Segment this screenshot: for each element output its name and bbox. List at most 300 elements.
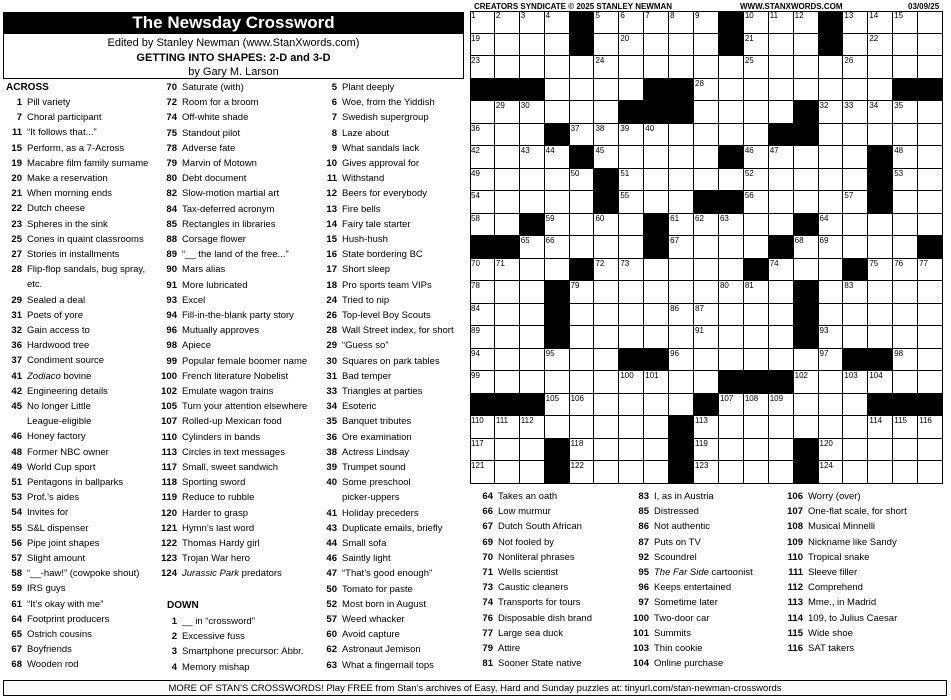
grid-cell[interactable] bbox=[794, 11, 819, 34]
grid-cell[interactable] bbox=[868, 214, 893, 237]
grid-cell[interactable] bbox=[545, 259, 570, 282]
grid-cell[interactable] bbox=[619, 371, 644, 394]
grid-cell[interactable] bbox=[594, 11, 619, 34]
grid-cell[interactable] bbox=[744, 304, 769, 327]
grid-cell[interactable] bbox=[694, 124, 719, 147]
grid-cell[interactable] bbox=[744, 191, 769, 214]
grid-cell[interactable] bbox=[619, 169, 644, 192]
grid-cell[interactable] bbox=[495, 281, 520, 304]
grid-cell[interactable] bbox=[570, 371, 595, 394]
grid-cell[interactable] bbox=[594, 236, 619, 259]
grid-cell[interactable] bbox=[495, 259, 520, 282]
grid-cell[interactable] bbox=[694, 214, 719, 237]
grid-cell[interactable] bbox=[918, 169, 943, 192]
grid-cell[interactable] bbox=[893, 281, 918, 304]
grid-cell[interactable] bbox=[719, 124, 744, 147]
grid-cell[interactable] bbox=[644, 304, 669, 327]
grid-cell[interactable] bbox=[470, 416, 495, 439]
grid-cell[interactable] bbox=[570, 304, 595, 327]
grid-cell[interactable] bbox=[794, 56, 819, 79]
grid-cell[interactable] bbox=[843, 416, 868, 439]
grid-cell[interactable] bbox=[669, 281, 694, 304]
grid-cell[interactable] bbox=[619, 439, 644, 462]
grid-cell[interactable] bbox=[694, 461, 719, 484]
grid-cell[interactable] bbox=[719, 259, 744, 282]
grid-cell[interactable] bbox=[893, 304, 918, 327]
grid-cell[interactable] bbox=[644, 439, 669, 462]
grid-cell[interactable] bbox=[570, 236, 595, 259]
grid-cell[interactable] bbox=[819, 79, 844, 102]
grid-cell[interactable] bbox=[570, 79, 595, 102]
grid-cell[interactable] bbox=[918, 259, 943, 282]
grid-cell[interactable] bbox=[619, 124, 644, 147]
grid-cell[interactable] bbox=[594, 214, 619, 237]
grid-cell[interactable] bbox=[868, 281, 893, 304]
grid-cell[interactable] bbox=[893, 11, 918, 34]
grid-cell[interactable] bbox=[819, 101, 844, 124]
grid-cell[interactable] bbox=[470, 56, 495, 79]
grid-cell[interactable] bbox=[594, 439, 619, 462]
crossword-grid[interactable] bbox=[470, 11, 943, 484]
grid-cell[interactable] bbox=[843, 326, 868, 349]
grid-cell[interactable] bbox=[669, 124, 694, 147]
grid-cell[interactable] bbox=[918, 304, 943, 327]
grid-cell[interactable] bbox=[843, 11, 868, 34]
grid-cell[interactable] bbox=[619, 416, 644, 439]
grid-cell[interactable] bbox=[744, 101, 769, 124]
grid-cell[interactable] bbox=[594, 349, 619, 372]
grid-cell[interactable] bbox=[520, 101, 545, 124]
grid-cell[interactable] bbox=[545, 236, 570, 259]
grid-cell[interactable] bbox=[819, 191, 844, 214]
grid-cell[interactable] bbox=[669, 304, 694, 327]
grid-cell[interactable] bbox=[918, 11, 943, 34]
grid-cell[interactable] bbox=[918, 461, 943, 484]
grid-cell[interactable] bbox=[470, 169, 495, 192]
grid-cell[interactable] bbox=[868, 101, 893, 124]
grid-cell[interactable] bbox=[594, 394, 619, 417]
grid-cell[interactable] bbox=[744, 146, 769, 169]
grid-cell[interactable] bbox=[520, 371, 545, 394]
grid-cell[interactable] bbox=[495, 461, 520, 484]
grid-cell[interactable] bbox=[843, 146, 868, 169]
grid-cell[interactable] bbox=[644, 169, 669, 192]
grid-cell[interactable] bbox=[893, 439, 918, 462]
grid-cell[interactable] bbox=[719, 101, 744, 124]
grid-cell[interactable] bbox=[868, 236, 893, 259]
grid-cell[interactable] bbox=[918, 56, 943, 79]
grid-cell[interactable] bbox=[744, 56, 769, 79]
grid-cell[interactable] bbox=[868, 11, 893, 34]
grid-cell[interactable] bbox=[470, 259, 495, 282]
grid-cell[interactable] bbox=[669, 259, 694, 282]
grid-cell[interactable] bbox=[694, 146, 719, 169]
grid-cell[interactable] bbox=[520, 191, 545, 214]
grid-cell[interactable] bbox=[644, 416, 669, 439]
grid-cell[interactable] bbox=[570, 394, 595, 417]
grid-cell[interactable] bbox=[843, 214, 868, 237]
grid-cell[interactable] bbox=[570, 191, 595, 214]
grid-cell[interactable] bbox=[669, 371, 694, 394]
grid-cell[interactable] bbox=[470, 349, 495, 372]
grid-cell[interactable] bbox=[744, 439, 769, 462]
grid-cell[interactable] bbox=[744, 416, 769, 439]
grid-cell[interactable] bbox=[495, 214, 520, 237]
grid-cell[interactable] bbox=[794, 79, 819, 102]
grid-cell[interactable] bbox=[619, 146, 644, 169]
grid-cell[interactable] bbox=[470, 439, 495, 462]
grid-cell[interactable] bbox=[744, 461, 769, 484]
grid-cell[interactable] bbox=[644, 56, 669, 79]
grid-cell[interactable] bbox=[520, 34, 545, 57]
grid-cell[interactable] bbox=[719, 439, 744, 462]
grid-cell[interactable] bbox=[570, 56, 595, 79]
grid-cell[interactable] bbox=[545, 416, 570, 439]
grid-cell[interactable] bbox=[495, 416, 520, 439]
grid-cell[interactable] bbox=[644, 191, 669, 214]
grid-cell[interactable] bbox=[769, 439, 794, 462]
grid-cell[interactable] bbox=[570, 169, 595, 192]
grid-cell[interactable] bbox=[644, 394, 669, 417]
grid-cell[interactable] bbox=[819, 416, 844, 439]
grid-cell[interactable] bbox=[619, 304, 644, 327]
grid-cell[interactable] bbox=[570, 124, 595, 147]
grid-cell[interactable] bbox=[619, 259, 644, 282]
grid-cell[interactable] bbox=[868, 371, 893, 394]
grid-cell[interactable] bbox=[694, 281, 719, 304]
grid-cell[interactable] bbox=[819, 169, 844, 192]
grid-cell[interactable] bbox=[694, 56, 719, 79]
grid-cell[interactable] bbox=[819, 281, 844, 304]
grid-cell[interactable] bbox=[843, 281, 868, 304]
grid-cell[interactable] bbox=[644, 461, 669, 484]
grid-cell[interactable] bbox=[619, 326, 644, 349]
grid-cell[interactable] bbox=[868, 304, 893, 327]
grid-cell[interactable] bbox=[719, 349, 744, 372]
grid-cell[interactable] bbox=[719, 236, 744, 259]
grid-cell[interactable] bbox=[495, 191, 520, 214]
grid-cell[interactable] bbox=[744, 79, 769, 102]
grid-cell[interactable] bbox=[819, 214, 844, 237]
grid-cell[interactable] bbox=[719, 416, 744, 439]
grid-cell[interactable] bbox=[819, 236, 844, 259]
grid-cell[interactable] bbox=[843, 236, 868, 259]
grid-cell[interactable] bbox=[495, 101, 520, 124]
grid-cell[interactable] bbox=[769, 416, 794, 439]
grid-cell[interactable] bbox=[694, 169, 719, 192]
grid-cell[interactable] bbox=[819, 461, 844, 484]
grid-cell[interactable] bbox=[545, 169, 570, 192]
grid-cell[interactable] bbox=[619, 394, 644, 417]
grid-cell[interactable] bbox=[819, 439, 844, 462]
grid-cell[interactable] bbox=[594, 371, 619, 394]
grid-cell[interactable] bbox=[744, 236, 769, 259]
grid-cell[interactable] bbox=[918, 416, 943, 439]
grid-cell[interactable] bbox=[669, 191, 694, 214]
grid-cell[interactable] bbox=[545, 191, 570, 214]
grid-cell[interactable] bbox=[669, 394, 694, 417]
grid-cell[interactable] bbox=[495, 304, 520, 327]
grid-cell[interactable] bbox=[470, 461, 495, 484]
grid-cell[interactable] bbox=[520, 461, 545, 484]
grid-cell[interactable] bbox=[545, 101, 570, 124]
grid-cell[interactable] bbox=[594, 124, 619, 147]
grid-cell[interactable] bbox=[918, 439, 943, 462]
grid-cell[interactable] bbox=[520, 124, 545, 147]
grid-cell[interactable] bbox=[694, 79, 719, 102]
grid-cell[interactable] bbox=[769, 326, 794, 349]
grid-cell[interactable] bbox=[893, 416, 918, 439]
grid-cell[interactable] bbox=[769, 394, 794, 417]
grid-cell[interactable] bbox=[843, 461, 868, 484]
grid-cell[interactable] bbox=[520, 169, 545, 192]
grid-cell[interactable] bbox=[495, 349, 520, 372]
grid-cell[interactable] bbox=[893, 371, 918, 394]
grid-cell[interactable] bbox=[594, 34, 619, 57]
grid-cell[interactable] bbox=[644, 124, 669, 147]
grid-cell[interactable] bbox=[719, 461, 744, 484]
grid-cell[interactable] bbox=[545, 146, 570, 169]
grid-cell[interactable] bbox=[495, 34, 520, 57]
grid-cell[interactable] bbox=[893, 326, 918, 349]
grid-cell[interactable] bbox=[893, 349, 918, 372]
grid-cell[interactable] bbox=[769, 259, 794, 282]
grid-cell[interactable] bbox=[694, 439, 719, 462]
grid-cell[interactable] bbox=[545, 34, 570, 57]
grid-cell[interactable] bbox=[594, 281, 619, 304]
grid-cell[interactable] bbox=[520, 416, 545, 439]
grid-cell[interactable] bbox=[868, 439, 893, 462]
grid-cell[interactable] bbox=[669, 169, 694, 192]
grid-cell[interactable] bbox=[918, 124, 943, 147]
grid-cell[interactable] bbox=[893, 169, 918, 192]
grid-cell[interactable] bbox=[520, 326, 545, 349]
grid-cell[interactable] bbox=[769, 56, 794, 79]
grid-cell[interactable] bbox=[868, 56, 893, 79]
grid-cell[interactable] bbox=[669, 56, 694, 79]
grid-cell[interactable] bbox=[619, 214, 644, 237]
grid-cell[interactable] bbox=[719, 394, 744, 417]
grid-cell[interactable] bbox=[669, 214, 694, 237]
grid-cell[interactable] bbox=[694, 416, 719, 439]
grid-cell[interactable] bbox=[644, 281, 669, 304]
grid-cell[interactable] bbox=[594, 56, 619, 79]
grid-cell[interactable] bbox=[843, 169, 868, 192]
grid-cell[interactable] bbox=[545, 349, 570, 372]
grid-cell[interactable] bbox=[819, 371, 844, 394]
grid-cell[interactable] bbox=[594, 101, 619, 124]
grid-cell[interactable] bbox=[893, 56, 918, 79]
grid-cell[interactable] bbox=[694, 101, 719, 124]
grid-cell[interactable] bbox=[594, 259, 619, 282]
grid-cell[interactable] bbox=[794, 416, 819, 439]
grid-cell[interactable] bbox=[520, 304, 545, 327]
grid-cell[interactable] bbox=[744, 169, 769, 192]
grid-cell[interactable] bbox=[545, 371, 570, 394]
grid-cell[interactable] bbox=[769, 11, 794, 34]
grid-cell[interactable] bbox=[545, 11, 570, 34]
grid-cell[interactable] bbox=[744, 394, 769, 417]
grid-cell[interactable] bbox=[495, 146, 520, 169]
grid-cell[interactable] bbox=[470, 214, 495, 237]
grid-cell[interactable] bbox=[918, 349, 943, 372]
grid-cell[interactable] bbox=[495, 439, 520, 462]
grid-cell[interactable] bbox=[719, 304, 744, 327]
grid-cell[interactable] bbox=[819, 394, 844, 417]
grid-cell[interactable] bbox=[769, 461, 794, 484]
grid-cell[interactable] bbox=[594, 326, 619, 349]
grid-cell[interactable] bbox=[570, 101, 595, 124]
grid-cell[interactable] bbox=[619, 281, 644, 304]
grid-cell[interactable] bbox=[545, 394, 570, 417]
grid-cell[interactable] bbox=[744, 34, 769, 57]
grid-cell[interactable] bbox=[495, 56, 520, 79]
grid-cell[interactable] bbox=[719, 214, 744, 237]
grid-cell[interactable] bbox=[769, 191, 794, 214]
grid-cell[interactable] bbox=[570, 326, 595, 349]
grid-cell[interactable] bbox=[545, 56, 570, 79]
grid-cell[interactable] bbox=[644, 326, 669, 349]
grid-cell[interactable] bbox=[669, 11, 694, 34]
grid-cell[interactable] bbox=[868, 79, 893, 102]
grid-cell[interactable] bbox=[918, 281, 943, 304]
grid-cell[interactable] bbox=[843, 79, 868, 102]
grid-cell[interactable] bbox=[470, 101, 495, 124]
grid-cell[interactable] bbox=[520, 349, 545, 372]
grid-cell[interactable] bbox=[843, 439, 868, 462]
grid-cell[interactable] bbox=[744, 349, 769, 372]
grid-cell[interactable] bbox=[619, 236, 644, 259]
grid-cell[interactable] bbox=[470, 124, 495, 147]
grid-cell[interactable] bbox=[843, 34, 868, 57]
grid-cell[interactable] bbox=[570, 439, 595, 462]
grid-cell[interactable] bbox=[495, 124, 520, 147]
grid-cell[interactable] bbox=[794, 349, 819, 372]
grid-cell[interactable] bbox=[794, 236, 819, 259]
grid-cell[interactable] bbox=[470, 326, 495, 349]
grid-cell[interactable] bbox=[868, 34, 893, 57]
grid-cell[interactable] bbox=[669, 326, 694, 349]
grid-cell[interactable] bbox=[694, 371, 719, 394]
grid-cell[interactable] bbox=[893, 124, 918, 147]
grid-cell[interactable] bbox=[719, 326, 744, 349]
grid-cell[interactable] bbox=[794, 191, 819, 214]
grid-cell[interactable] bbox=[644, 11, 669, 34]
grid-cell[interactable] bbox=[794, 394, 819, 417]
grid-cell[interactable] bbox=[470, 281, 495, 304]
grid-cell[interactable] bbox=[570, 281, 595, 304]
grid-cell[interactable] bbox=[893, 101, 918, 124]
grid-cell[interactable] bbox=[868, 461, 893, 484]
grid-cell[interactable] bbox=[893, 236, 918, 259]
grid-cell[interactable] bbox=[470, 146, 495, 169]
grid-cell[interactable] bbox=[719, 56, 744, 79]
grid-cell[interactable] bbox=[470, 191, 495, 214]
grid-cell[interactable] bbox=[619, 56, 644, 79]
grid-cell[interactable] bbox=[619, 79, 644, 102]
grid-cell[interactable] bbox=[769, 304, 794, 327]
grid-cell[interactable] bbox=[545, 79, 570, 102]
grid-cell[interactable] bbox=[918, 34, 943, 57]
grid-cell[interactable] bbox=[843, 304, 868, 327]
grid-cell[interactable] bbox=[520, 259, 545, 282]
grid-cell[interactable] bbox=[520, 56, 545, 79]
grid-cell[interactable] bbox=[769, 281, 794, 304]
grid-cell[interactable] bbox=[545, 214, 570, 237]
grid-cell[interactable] bbox=[470, 11, 495, 34]
grid-cell[interactable] bbox=[644, 34, 669, 57]
grid-cell[interactable] bbox=[769, 101, 794, 124]
grid-cell[interactable] bbox=[794, 146, 819, 169]
grid-cell[interactable] bbox=[694, 326, 719, 349]
grid-cell[interactable] bbox=[719, 79, 744, 102]
grid-cell[interactable] bbox=[794, 259, 819, 282]
grid-cell[interactable] bbox=[694, 236, 719, 259]
grid-cell[interactable] bbox=[794, 34, 819, 57]
grid-cell[interactable] bbox=[843, 394, 868, 417]
grid-cell[interactable] bbox=[918, 191, 943, 214]
grid-cell[interactable] bbox=[669, 146, 694, 169]
grid-cell[interactable] bbox=[819, 124, 844, 147]
grid-cell[interactable] bbox=[694, 11, 719, 34]
grid-cell[interactable] bbox=[719, 169, 744, 192]
grid-cell[interactable] bbox=[470, 371, 495, 394]
grid-cell[interactable] bbox=[893, 214, 918, 237]
grid-cell[interactable] bbox=[495, 371, 520, 394]
grid-cell[interactable] bbox=[893, 191, 918, 214]
grid-cell[interactable] bbox=[744, 281, 769, 304]
grid-cell[interactable] bbox=[769, 169, 794, 192]
grid-cell[interactable] bbox=[594, 461, 619, 484]
grid-cell[interactable] bbox=[694, 349, 719, 372]
grid-cell[interactable] bbox=[495, 169, 520, 192]
grid-cell[interactable] bbox=[694, 259, 719, 282]
grid-cell[interactable] bbox=[843, 101, 868, 124]
grid-cell[interactable] bbox=[769, 146, 794, 169]
grid-cell[interactable] bbox=[744, 124, 769, 147]
grid-cell[interactable] bbox=[520, 146, 545, 169]
grid-cell[interactable] bbox=[819, 304, 844, 327]
grid-cell[interactable] bbox=[470, 34, 495, 57]
grid-cell[interactable] bbox=[520, 11, 545, 34]
grid-cell[interactable] bbox=[719, 281, 744, 304]
grid-cell[interactable] bbox=[918, 146, 943, 169]
grid-cell[interactable] bbox=[868, 124, 893, 147]
grid-cell[interactable] bbox=[669, 34, 694, 57]
grid-cell[interactable] bbox=[843, 56, 868, 79]
grid-cell[interactable] bbox=[619, 11, 644, 34]
grid-cell[interactable] bbox=[644, 371, 669, 394]
grid-cell[interactable] bbox=[769, 214, 794, 237]
grid-cell[interactable] bbox=[570, 416, 595, 439]
grid-cell[interactable] bbox=[794, 169, 819, 192]
grid-cell[interactable] bbox=[868, 326, 893, 349]
grid-cell[interactable] bbox=[893, 146, 918, 169]
grid-cell[interactable] bbox=[744, 214, 769, 237]
grid-cell[interactable] bbox=[644, 146, 669, 169]
grid-cell[interactable] bbox=[644, 259, 669, 282]
grid-cell[interactable] bbox=[819, 349, 844, 372]
grid-cell[interactable] bbox=[495, 326, 520, 349]
grid-cell[interactable] bbox=[570, 214, 595, 237]
grid-cell[interactable] bbox=[594, 146, 619, 169]
grid-cell[interactable] bbox=[893, 34, 918, 57]
grid-cell[interactable] bbox=[843, 371, 868, 394]
grid-cell[interactable] bbox=[819, 56, 844, 79]
grid-cell[interactable] bbox=[619, 191, 644, 214]
grid-cell[interactable] bbox=[819, 326, 844, 349]
grid-cell[interactable] bbox=[520, 281, 545, 304]
